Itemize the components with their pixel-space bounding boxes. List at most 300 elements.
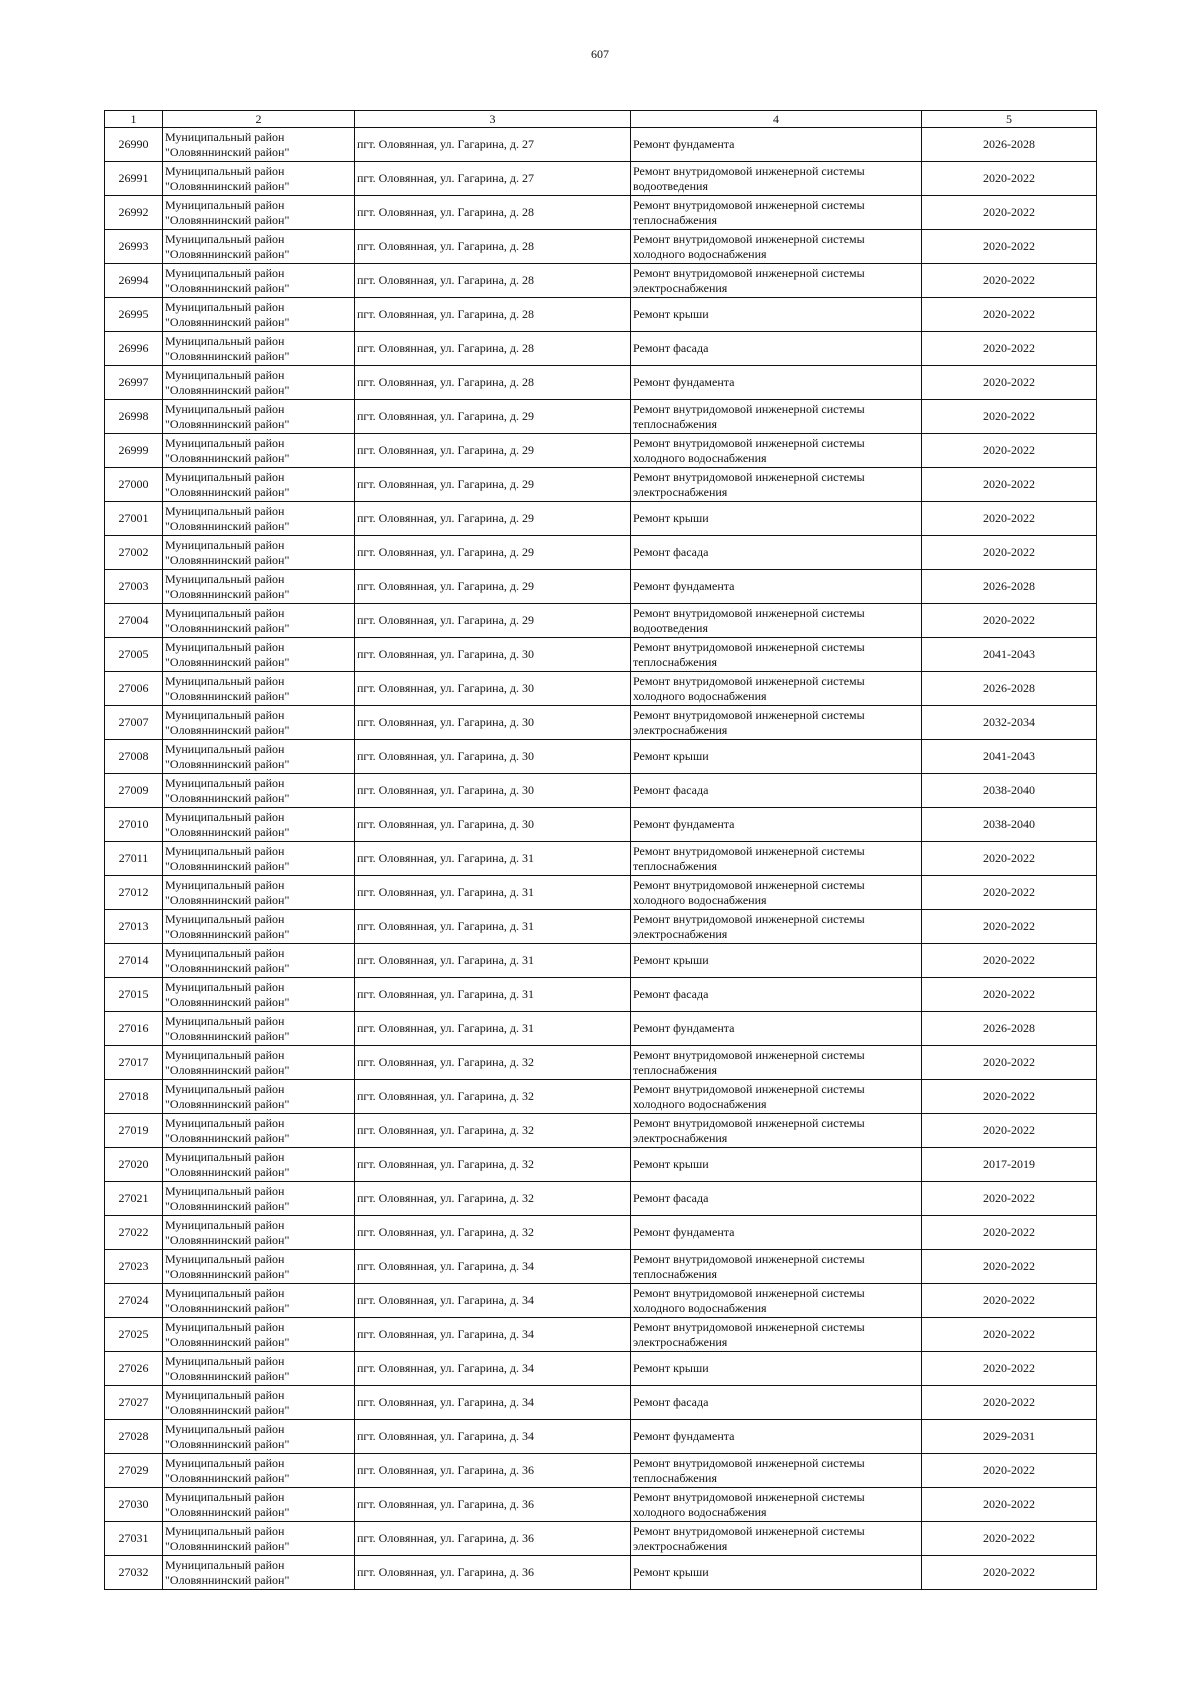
district-line: "Оловяннинский район" [165, 450, 290, 465]
district-line: "Оловяннинский район" [165, 280, 290, 295]
work-type-cell [631, 366, 922, 400]
district-line: Муниципальный район [165, 606, 285, 620]
address-cell: пгт. Оловянная, ул. Гагарина, д. 32 [355, 1216, 631, 1250]
address-cell: пгт. Оловянная, ул. Гагарина, д. 31 [355, 944, 631, 978]
period-cell: 2020-2022 [922, 1454, 1097, 1488]
work-type-cell [631, 740, 922, 774]
district-cell [163, 638, 355, 672]
work-type-line: Ремонт фасада [633, 545, 709, 560]
district-line: "Оловяннинский район" [165, 1198, 290, 1213]
address-cell: пгт. Оловянная, ул. Гагарина, д. 29 [355, 536, 631, 570]
work-type-line: Ремонт внутридомовой инженерной системы [633, 198, 865, 212]
district-line: Муниципальный район [165, 742, 285, 756]
table-row [105, 162, 1097, 196]
column-header-1: 1 [105, 111, 163, 128]
work-type-line: Ремонт внутридомовой инженерной системы [633, 606, 865, 620]
work-type-line: Ремонт внутридомовой инженерной системы [633, 708, 865, 722]
work-type-cell [631, 536, 922, 570]
district-line: Муниципальный район [165, 334, 285, 348]
work-type-cell [631, 162, 922, 196]
work-type-line: водоотведения [633, 620, 708, 635]
district-cell [163, 264, 355, 298]
row-number-cell: 27031 [105, 1522, 163, 1556]
district-cell [163, 1386, 355, 1420]
district-line: "Оловяннинский район" [165, 960, 290, 975]
district-line: Муниципальный район [165, 878, 285, 892]
period-cell: 2020-2022 [922, 978, 1097, 1012]
table-row [105, 774, 1097, 808]
row-number-cell: 27026 [105, 1352, 163, 1386]
work-type-cell [631, 502, 922, 536]
period-cell: 2038-2040 [922, 808, 1097, 842]
district-line: "Оловяннинский район" [165, 586, 290, 601]
row-number-cell: 26990 [105, 128, 163, 162]
work-type-cell [631, 1046, 922, 1080]
district-cell [163, 298, 355, 332]
district-line: "Оловяннинский район" [165, 552, 290, 567]
table-row [105, 1012, 1097, 1046]
district-line: "Оловяннинский район" [165, 1334, 290, 1349]
district-cell [163, 876, 355, 910]
district-line: Муниципальный район [165, 1422, 285, 1436]
address-cell: пгт. Оловянная, ул. Гагарина, д. 30 [355, 774, 631, 808]
work-type-line: Ремонт фундамента [633, 375, 735, 390]
row-number-cell: 27011 [105, 842, 163, 876]
district-cell [163, 1114, 355, 1148]
address-cell: пгт. Оловянная, ул. Гагарина, д. 28 [355, 366, 631, 400]
work-type-cell [631, 298, 922, 332]
period-cell: 2020-2022 [922, 1318, 1097, 1352]
district-line: "Оловяннинский район" [165, 144, 290, 159]
district-line: "Оловяннинский район" [165, 892, 290, 907]
district-line: Муниципальный район [165, 1184, 285, 1198]
district-line: "Оловяннинский район" [165, 1028, 290, 1043]
district-line: "Оловяннинский район" [165, 314, 290, 329]
address-cell: пгт. Оловянная, ул. Гагарина, д. 27 [355, 162, 631, 196]
work-type-line: водоотведения [633, 178, 708, 193]
row-number-cell: 26994 [105, 264, 163, 298]
row-number-cell: 27027 [105, 1386, 163, 1420]
work-type-cell [631, 1080, 922, 1114]
table-row [105, 400, 1097, 434]
work-type-cell [631, 1182, 922, 1216]
table-row [105, 944, 1097, 978]
row-number-cell: 27020 [105, 1148, 163, 1182]
period-cell: 2020-2022 [922, 196, 1097, 230]
district-line: Муниципальный район [165, 300, 285, 314]
column-header-4: 4 [631, 111, 922, 128]
row-number-cell: 27006 [105, 672, 163, 706]
work-type-cell [631, 1114, 922, 1148]
work-type-line: электроснабжения [633, 484, 728, 499]
district-line: Муниципальный район [165, 674, 285, 688]
column-header-5: 5 [922, 111, 1097, 128]
work-type-line: Ремонт фундамента [633, 1225, 735, 1240]
district-line: "Оловяннинский район" [165, 1572, 290, 1587]
table-row [105, 264, 1097, 298]
district-line: Муниципальный район [165, 572, 285, 586]
address-cell: пгт. Оловянная, ул. Гагарина, д. 28 [355, 264, 631, 298]
district-cell [163, 1556, 355, 1590]
period-cell: 2020-2022 [922, 1080, 1097, 1114]
row-number-cell: 27012 [105, 876, 163, 910]
table-row [105, 1080, 1097, 1114]
district-line: Муниципальный район [165, 1048, 285, 1062]
district-line: "Оловяннинский район" [165, 382, 290, 397]
address-cell: пгт. Оловянная, ул. Гагарина, д. 29 [355, 502, 631, 536]
period-cell: 2020-2022 [922, 434, 1097, 468]
address-cell: пгт. Оловянная, ул. Гагарина, д. 29 [355, 570, 631, 604]
work-type-line: Ремонт внутридомовой инженерной системы [633, 1252, 865, 1266]
work-type-cell [631, 774, 922, 808]
period-cell: 2020-2022 [922, 468, 1097, 502]
district-line: "Оловяннинский район" [165, 1232, 290, 1247]
work-type-line: Ремонт внутридомовой инженерной системы [633, 436, 865, 450]
work-type-cell [631, 1012, 922, 1046]
work-type-cell [631, 196, 922, 230]
district-line: "Оловяннинский район" [165, 1368, 290, 1383]
district-line: "Оловяннинский район" [165, 416, 290, 431]
district-cell [163, 740, 355, 774]
address-cell: пгт. Оловянная, ул. Гагарина, д. 36 [355, 1488, 631, 1522]
district-cell [163, 774, 355, 808]
work-type-line: Ремонт внутридомовой инженерной системы [633, 1456, 865, 1470]
table-row [105, 672, 1097, 706]
district-cell [163, 808, 355, 842]
work-type-line: теплоснабжения [633, 858, 717, 873]
table-row [105, 604, 1097, 638]
district-cell [163, 706, 355, 740]
district-cell [163, 1488, 355, 1522]
address-cell: пгт. Оловянная, ул. Гагарина, д. 30 [355, 638, 631, 672]
work-type-line: Ремонт внутридомовой инженерной системы [633, 266, 865, 280]
period-cell: 2020-2022 [922, 1046, 1097, 1080]
address-cell: пгт. Оловянная, ул. Гагарина, д. 30 [355, 672, 631, 706]
period-cell: 2020-2022 [922, 604, 1097, 638]
address-cell: пгт. Оловянная, ул. Гагарина, д. 34 [355, 1318, 631, 1352]
period-cell: 2026-2028 [922, 570, 1097, 604]
row-number-cell: 26993 [105, 230, 163, 264]
district-line: "Оловяннинский район" [165, 246, 290, 261]
district-cell [163, 1318, 355, 1352]
work-type-cell [631, 1216, 922, 1250]
table-row [105, 978, 1097, 1012]
work-type-line: Ремонт фасада [633, 987, 709, 1002]
district-cell [163, 366, 355, 400]
row-number-cell: 27001 [105, 502, 163, 536]
table-row [105, 1488, 1097, 1522]
district-cell [163, 1284, 355, 1318]
address-cell: пгт. Оловянная, ул. Гагарина, д. 32 [355, 1182, 631, 1216]
table-row [105, 502, 1097, 536]
work-type-cell [631, 468, 922, 502]
district-cell [163, 1080, 355, 1114]
district-line: "Оловяннинский район" [165, 178, 290, 193]
district-cell [163, 196, 355, 230]
work-type-line: теплоснабжения [633, 1470, 717, 1485]
district-line: "Оловяннинский район" [165, 1470, 290, 1485]
work-type-line: Ремонт внутридомовой инженерной системы [633, 1082, 865, 1096]
district-cell [163, 1250, 355, 1284]
address-cell: пгт. Оловянная, ул. Гагарина, д. 34 [355, 1284, 631, 1318]
period-cell: 2020-2022 [922, 1284, 1097, 1318]
district-cell [163, 468, 355, 502]
table-row [105, 196, 1097, 230]
district-line: "Оловяннинский район" [165, 858, 290, 873]
table-row [105, 876, 1097, 910]
table-row [105, 1556, 1097, 1590]
table-row [105, 808, 1097, 842]
district-line: Муниципальный район [165, 1388, 285, 1402]
district-line: "Оловяннинский район" [165, 1266, 290, 1281]
column-header-2: 2 [163, 111, 355, 128]
work-type-cell [631, 264, 922, 298]
table-row [105, 468, 1097, 502]
work-type-line: Ремонт внутридомовой инженерной системы [633, 164, 865, 178]
work-type-cell [631, 808, 922, 842]
work-type-line: электроснабжения [633, 1538, 728, 1553]
district-line: Муниципальный район [165, 1286, 285, 1300]
work-type-cell [631, 1284, 922, 1318]
district-line: "Оловяннинский район" [165, 518, 290, 533]
work-type-cell [631, 842, 922, 876]
row-number-cell: 27028 [105, 1420, 163, 1454]
district-line: "Оловяннинский район" [165, 824, 290, 839]
district-line: "Оловяннинский район" [165, 212, 290, 227]
table-row [105, 638, 1097, 672]
district-line: Муниципальный район [165, 640, 285, 654]
district-cell [163, 842, 355, 876]
district-line: "Оловяннинский район" [165, 756, 290, 771]
column-header-3: 3 [355, 111, 631, 128]
district-cell [163, 162, 355, 196]
district-line: Муниципальный район [165, 1558, 285, 1572]
district-line: Муниципальный район [165, 844, 285, 858]
work-type-line: электроснабжения [633, 722, 728, 737]
period-cell: 2020-2022 [922, 400, 1097, 434]
district-cell [163, 1420, 355, 1454]
work-type-cell [631, 1522, 922, 1556]
work-type-line: холодного водоснабжения [633, 1096, 767, 1111]
address-cell: пгт. Оловянная, ул. Гагарина, д. 30 [355, 706, 631, 740]
district-line: Муниципальный район [165, 232, 285, 246]
address-cell: пгт. Оловянная, ул. Гагарина, д. 31 [355, 842, 631, 876]
work-type-line: холодного водоснабжения [633, 246, 767, 261]
table-row [105, 1420, 1097, 1454]
row-number-cell: 27014 [105, 944, 163, 978]
row-number-cell: 27002 [105, 536, 163, 570]
district-line: "Оловяннинский район" [165, 1062, 290, 1077]
district-cell [163, 570, 355, 604]
work-type-line: холодного водоснабжения [633, 892, 767, 907]
period-cell: 2020-2022 [922, 944, 1097, 978]
table-row [105, 128, 1097, 162]
work-type-line: холодного водоснабжения [633, 688, 767, 703]
table-row [105, 1216, 1097, 1250]
period-cell: 2020-2022 [922, 1216, 1097, 1250]
district-cell [163, 332, 355, 366]
district-line: Муниципальный район [165, 810, 285, 824]
address-cell: пгт. Оловянная, ул. Гагарина, д. 36 [355, 1454, 631, 1488]
period-cell: 2020-2022 [922, 332, 1097, 366]
address-cell: пгт. Оловянная, ул. Гагарина, д. 32 [355, 1148, 631, 1182]
table-row [105, 366, 1097, 400]
work-type-line: Ремонт внутридомовой инженерной системы [633, 402, 865, 416]
table-row [105, 910, 1097, 944]
row-number-cell: 27015 [105, 978, 163, 1012]
district-line: "Оловяннинский район" [165, 1504, 290, 1519]
table-row [105, 536, 1097, 570]
work-type-cell [631, 978, 922, 1012]
district-cell [163, 536, 355, 570]
column-number-row [105, 111, 1097, 128]
work-type-cell [631, 1488, 922, 1522]
page-number: 607 [591, 47, 609, 61]
address-cell: пгт. Оловянная, ул. Гагарина, д. 30 [355, 808, 631, 842]
register-table [104, 110, 1097, 1590]
work-type-cell [631, 230, 922, 264]
address-cell: пгт. Оловянная, ул. Гагарина, д. 31 [355, 978, 631, 1012]
row-number-cell: 26998 [105, 400, 163, 434]
district-cell [163, 128, 355, 162]
work-type-line: электроснабжения [633, 280, 728, 295]
work-type-line: Ремонт фундамента [633, 817, 735, 832]
district-line: "Оловяннинский район" [165, 654, 290, 669]
work-type-line: Ремонт внутридомовой инженерной системы [633, 844, 865, 858]
work-type-line: Ремонт крыши [633, 307, 709, 322]
table-row [105, 842, 1097, 876]
row-number-cell: 27005 [105, 638, 163, 672]
row-number-cell: 27021 [105, 1182, 163, 1216]
district-line: "Оловяннинский район" [165, 1164, 290, 1179]
period-cell: 2020-2022 [922, 366, 1097, 400]
row-number-cell: 27022 [105, 1216, 163, 1250]
address-cell: пгт. Оловянная, ул. Гагарина, д. 29 [355, 604, 631, 638]
district-line: Муниципальный район [165, 504, 285, 518]
district-line: "Оловяннинский район" [165, 1300, 290, 1315]
work-type-line: электроснабжения [633, 1130, 728, 1145]
district-cell [163, 672, 355, 706]
table-row [105, 1284, 1097, 1318]
work-type-cell [631, 910, 922, 944]
address-cell: пгт. Оловянная, ул. Гагарина, д. 27 [355, 128, 631, 162]
address-cell: пгт. Оловянная, ул. Гагарина, д. 34 [355, 1420, 631, 1454]
work-type-cell [631, 604, 922, 638]
district-cell [163, 400, 355, 434]
table-row [105, 1352, 1097, 1386]
work-type-line: Ремонт внутридомовой инженерной системы [633, 1524, 865, 1538]
address-cell: пгт. Оловянная, ул. Гагарина, д. 36 [355, 1556, 631, 1590]
address-cell: пгт. Оловянная, ул. Гагарина, д. 32 [355, 1046, 631, 1080]
district-line: Муниципальный район [165, 368, 285, 382]
work-type-cell [631, 1148, 922, 1182]
work-type-line: Ремонт крыши [633, 511, 709, 526]
work-type-line: Ремонт крыши [633, 749, 709, 764]
address-cell: пгт. Оловянная, ул. Гагарина, д. 32 [355, 1080, 631, 1114]
work-type-line: Ремонт фундамента [633, 1429, 735, 1444]
period-cell: 2020-2022 [922, 502, 1097, 536]
row-number-cell: 26991 [105, 162, 163, 196]
period-cell: 2020-2022 [922, 298, 1097, 332]
period-cell: 2020-2022 [922, 842, 1097, 876]
district-cell [163, 1046, 355, 1080]
district-line: Муниципальный район [165, 436, 285, 450]
period-cell: 2020-2022 [922, 264, 1097, 298]
district-line: Муниципальный район [165, 946, 285, 960]
table-row [105, 1522, 1097, 1556]
work-type-line: Ремонт внутридомовой инженерной системы [633, 878, 865, 892]
work-type-cell [631, 128, 922, 162]
district-cell [163, 1012, 355, 1046]
work-type-line: Ремонт внутридомовой инженерной системы [633, 470, 865, 484]
work-type-cell [631, 1386, 922, 1420]
address-cell: пгт. Оловянная, ул. Гагарина, д. 28 [355, 298, 631, 332]
period-cell: 2041-2043 [922, 638, 1097, 672]
district-line: "Оловяннинский район" [165, 926, 290, 941]
table-row [105, 1046, 1097, 1080]
work-type-line: Ремонт фундамента [633, 1021, 735, 1036]
district-cell [163, 1148, 355, 1182]
period-cell: 2020-2022 [922, 1250, 1097, 1284]
district-cell [163, 434, 355, 468]
period-cell: 2020-2022 [922, 230, 1097, 264]
work-type-line: Ремонт внутридомовой инженерной системы [633, 232, 865, 246]
district-line: "Оловяннинский район" [165, 688, 290, 703]
row-number-cell: 27009 [105, 774, 163, 808]
register-body [105, 128, 1097, 1590]
work-type-line: Ремонт крыши [633, 953, 709, 968]
row-number-cell: 27004 [105, 604, 163, 638]
district-cell [163, 230, 355, 264]
work-type-cell [631, 706, 922, 740]
district-line: Муниципальный район [165, 130, 285, 144]
period-cell: 2020-2022 [922, 162, 1097, 196]
district-cell [163, 1454, 355, 1488]
row-number-cell: 26995 [105, 298, 163, 332]
district-cell [163, 1216, 355, 1250]
work-type-line: теплоснабжения [633, 212, 717, 227]
work-type-line: Ремонт фасада [633, 1191, 709, 1206]
table-row [105, 1250, 1097, 1284]
work-type-line: теплоснабжения [633, 1266, 717, 1281]
district-line: "Оловяннинский район" [165, 1538, 290, 1553]
address-cell: пгт. Оловянная, ул. Гагарина, д. 34 [355, 1250, 631, 1284]
district-line: Муниципальный район [165, 1320, 285, 1334]
work-type-line: теплоснабжения [633, 416, 717, 431]
row-number-cell: 26996 [105, 332, 163, 366]
work-type-line: Ремонт фундамента [633, 137, 735, 152]
work-type-line: холодного водоснабжения [633, 1300, 767, 1315]
row-number-cell: 27018 [105, 1080, 163, 1114]
district-line: Муниципальный район [165, 1218, 285, 1232]
address-cell: пгт. Оловянная, ул. Гагарина, д. 29 [355, 468, 631, 502]
district-line: "Оловяннинский район" [165, 722, 290, 737]
district-cell [163, 1522, 355, 1556]
table-row [105, 434, 1097, 468]
table-row [105, 332, 1097, 366]
table-row [105, 1182, 1097, 1216]
table-row [105, 1386, 1097, 1420]
work-type-line: Ремонт внутридомовой инженерной системы [633, 1286, 865, 1300]
row-number-cell: 27003 [105, 570, 163, 604]
district-line: Муниципальный район [165, 1014, 285, 1028]
period-cell: 2020-2022 [922, 1386, 1097, 1420]
work-type-line: Ремонт внутридомовой инженерной системы [633, 674, 865, 688]
work-type-line: Ремонт внутридомовой инженерной системы [633, 1116, 865, 1130]
district-line: "Оловяннинский район" [165, 790, 290, 805]
work-type-line: электроснабжения [633, 926, 728, 941]
district-line: Муниципальный район [165, 708, 285, 722]
